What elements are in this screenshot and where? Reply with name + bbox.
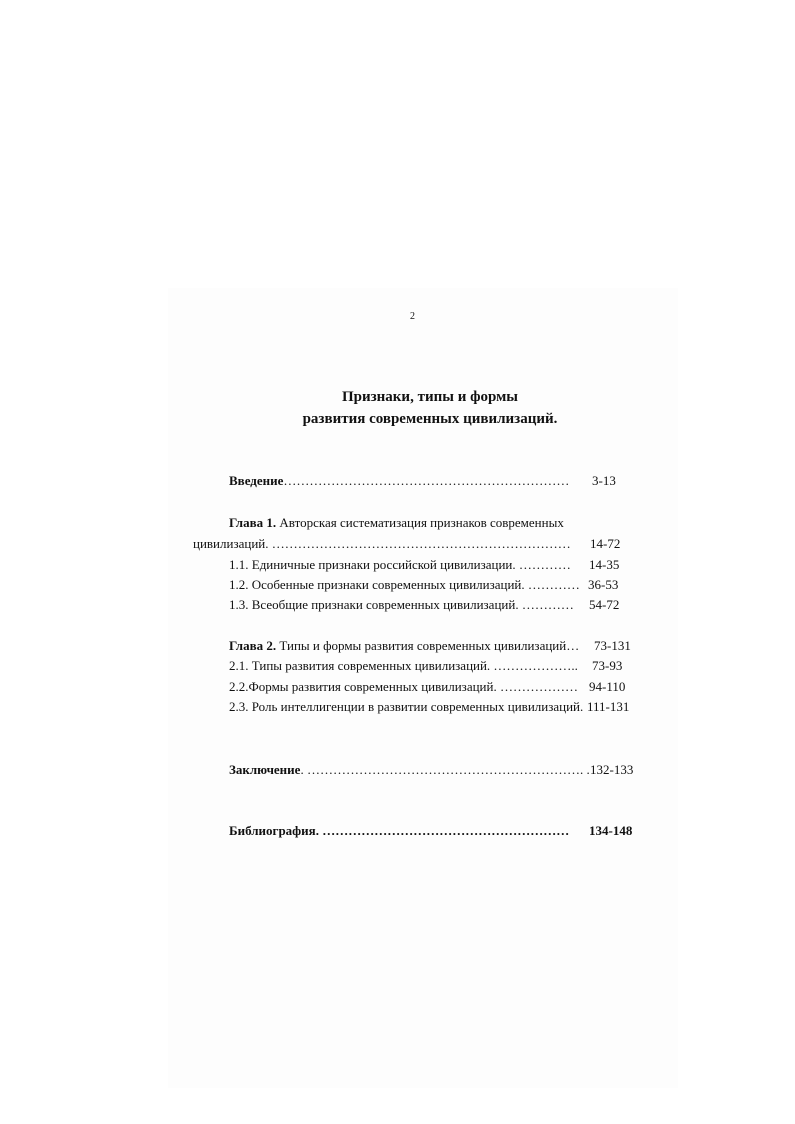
toc-entry-bibliography: Библиография. ………………………………………………… (229, 823, 570, 838)
toc-entry-chapter-2 (229, 638, 579, 654)
toc-entry-conclusion (229, 762, 590, 778)
toc-page-range: 14-35 (589, 557, 620, 572)
toc-entry-chapter-1 (229, 515, 564, 531)
toc-page-range: 94-110 (589, 679, 626, 694)
toc-entry-section-2-2: 2.2.Формы развития современных цивилизаций. ……………… (229, 679, 578, 694)
toc-entry-label: Типы и формы развития современных цивилизаций… (276, 638, 580, 653)
page-number: 2 (410, 311, 415, 322)
toc-entry-section-2-3: 2.3. Роль интеллигенции в развитии современных цивилизаций. (229, 699, 584, 714)
toc-entry-label: Введение (229, 473, 284, 488)
toc-page-range: 132-133 (590, 762, 634, 777)
document-title-line-1: Признаки, типы и формы (341, 389, 519, 405)
toc-chapter-prefix: Глава 2. (229, 638, 277, 653)
toc-page-range: 73-131 (594, 638, 631, 653)
toc-entry-introduction (229, 473, 569, 489)
toc-entry-section-1-2: 1.2. Особенные признаки современных цивилизаций. ………… (229, 577, 580, 592)
toc-page-range: 14-72 (590, 536, 621, 551)
toc-leader-dots: ………………………………………………………… (283, 473, 570, 488)
toc-entry-section-2-1: 2.1. Типы развития современных цивилизаций. ……………….. (229, 658, 578, 673)
toc-chapter-prefix: Глава 1. (229, 515, 277, 530)
toc-entry-chapter-1-continued: цивилизаций. …………………………………………………………… (193, 536, 571, 551)
toc-page-range: 73-93 (592, 658, 623, 673)
toc-page-range: 54-72 (589, 597, 620, 612)
toc-entry-label: Авторская систематизация признаков современных (276, 515, 564, 530)
toc-page-range: 3-13 (592, 473, 616, 488)
toc-page-range: 134-148 (589, 823, 633, 838)
toc-page-range: 36-53 (588, 577, 619, 592)
toc-entry-section-1-3: 1.3. Всеобщие признаки современных цивилизаций. ………… (229, 597, 574, 612)
document-title-line-2: развития современных цивилизаций. (302, 411, 558, 427)
toc-entry-section-1-1: 1.1. Единичные признаки российской цивилизации. ………… (229, 557, 571, 572)
toc-entry-label: Заключение (229, 762, 301, 777)
toc-page-range: 111-131 (587, 699, 630, 714)
toc-leader-dots: . ………………………………………………………. . (300, 762, 590, 777)
